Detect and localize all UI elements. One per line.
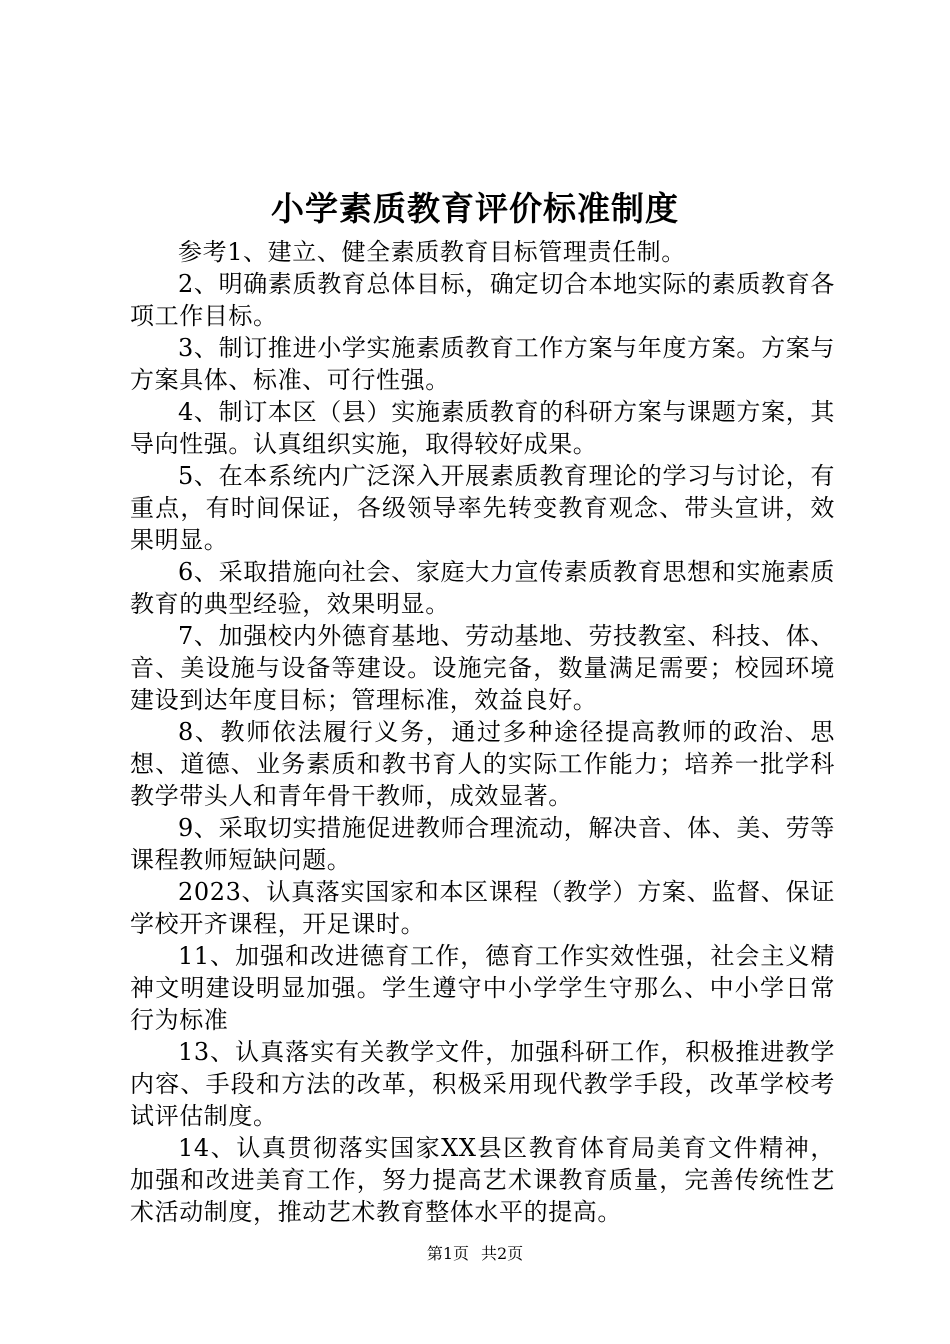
- document-body: [130, 236, 835, 1228]
- paragraph-4: 4、制订本区（县）实施素质教育的科研方案与课题方案，其导向性强。认真组织实施，取得较好成果。: [130, 398, 835, 458]
- paragraph-7: 7、加强校内外德育基地、劳动基地、劳技教室、科技、体、音、美设施与设备等建设。设施完备，数量满足需要；校园环境建设到达年度目标；管理标准，效益良好。: [130, 622, 835, 714]
- paragraph-14: 14、认真贯彻落实国家XX县区教育体育局美育文件精神，加强和改进美育工作，努力提高艺术课教育质量，完善传统性艺术活动制度，推动艺术教育整体水平的提高。: [130, 1134, 835, 1226]
- paragraph-9: 9、采取切实措施促进教师合理流动，解决音、体、美、劳等课程教师短缺问题。: [130, 814, 835, 874]
- paragraph-1: 参考1、建立、健全素质教育目标管理责任制。: [178, 238, 686, 266]
- paragraph-10: 2023、认真落实国家和本区课程（教学）方案、监督、保证学校开齐课程，开足课时。: [130, 878, 835, 938]
- paragraph-5: 5、在本系统内广泛深入开展素质教育理论的学习与讨论，有重点，有时间保证，各级领导率先转变教育观念、带头宣讲，效果明显。: [130, 462, 835, 554]
- page-footer: [0, 1242, 950, 1266]
- page-total: 共2页: [481, 1244, 524, 1263]
- document-title: 小学素质教育评价标准制度: [271, 189, 679, 228]
- paragraph-3: 3、制订推进小学实施素质教育工作方案与年度方案。方案与方案具体、标准、可行性强。: [130, 334, 835, 394]
- paragraph-11: 11、加强和改进德育工作，德育工作实效性强，社会主义精神文明建设明显加强。学生遵守中小学学生守那么、中小学日常行为标准: [130, 942, 835, 1034]
- page-number: 第1页: [426, 1244, 469, 1263]
- paragraph-2: 2、明确素质教育总体目标，确定切合本地实际的素质教育各项工作目标。: [130, 270, 835, 330]
- paragraph-13: 13、认真落实有关教学文件，加强科研工作，积极推进教学内容、手段和方法的改革，积极采用现代教学手段，改革学校考试评估制度。: [130, 1038, 835, 1130]
- paragraph-6: 6、采取措施向社会、家庭大力宣传素质教育思想和实施素质教育的典型经验，效果明显。: [130, 558, 835, 618]
- paragraph-8: 8、教师依法履行义务，通过多种途径提高教师的政治、思想、道德、业务素质和教书育人的实际工作能力；培养一批学科教学带头人和青年骨干教师，成效显著。: [130, 718, 835, 810]
